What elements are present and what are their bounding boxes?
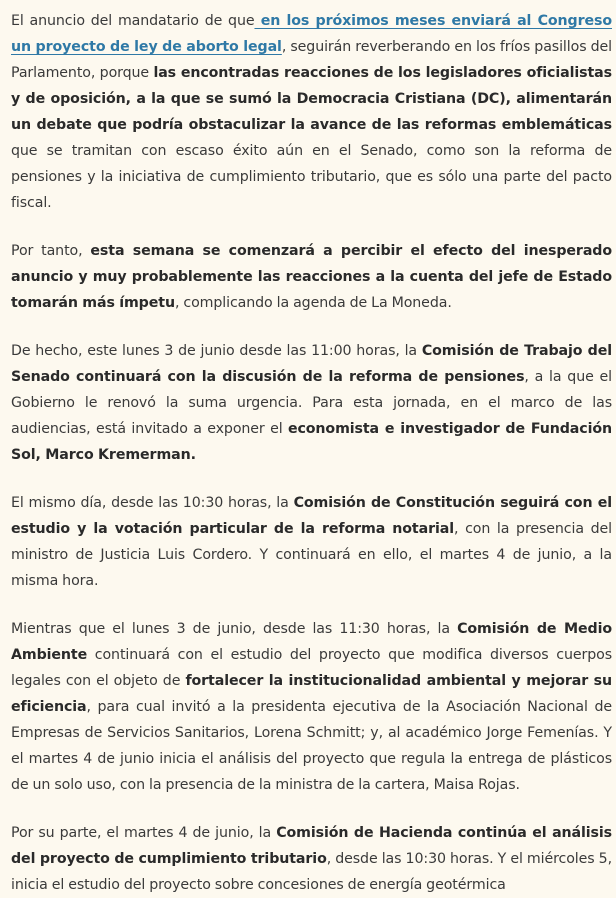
bold-segment: esta semana se comenzará a percibir el efecto del inesperado anuncio y muy probablemente las reacciones a la cuenta del jefe de Estado tomarán más ímpetu [11,243,612,311]
text-segment: , a la que el Gobierno le renovó la suma urgencia. Para esta jornada, en el marco de las audiencias, está invitado a exponer el [11,369,612,437]
bold-segment: Comisión de Hacienda continúa el análisis del proyecto de cumplimiento tributario [11,825,612,867]
bold-segment: fortalecer la institucionalidad ambiental y mejorar su eficiencia [11,673,612,715]
text-segment: continuará con el estudio del proyecto que modifica diversos cuerpos legales con el objeto de [11,647,612,689]
abortion-bill-link[interactable]: en los próximos meses enviará al Congreso un proyecto de ley de aborto legal [11,13,612,55]
text-segment: El mismo día, desde las 10:30 horas, la [11,495,294,511]
text-segment: , con la presencia del ministro de Justicia Luis Cordero. Y continuará en ello, el martes 4 de junio, a la misma hora. [11,521,613,589]
paragraph-finance-commission [11,820,612,898]
paragraph-labor-commission [11,338,612,468]
bold-segment: Comisión de Medio Ambiente [11,621,612,663]
bold-segment: las encontradas reacciones de los legisladores oficialistas y de oposición, a la que se sumó la Democracia Cristiana (DC), alimentarán un debate que podría obstaculizar la avance de las reformas emblemáticas [11,65,612,133]
text-segment: , para cual invitó a la presidenta ejecutiva de la Asociación Nacional de Empresas de Servicios Sanitarios, Lorena Schmitt; y, al académico Jorge Femenías. Y el martes 4 de junio inicia el análisis del proyecto que regula la entrega de plásticos de un solo uso, con la presencia de la ministra de la cartera, Maisa Rojas. [11,699,612,793]
text-segment: El anuncio del mandatario de que [11,13,255,29]
text-segment: Por tanto, [11,243,91,259]
text-segment: Por su parte, el martes 4 de junio, la [11,825,277,841]
text-segment: Mientras que el lunes 3 de junio, desde las 11:30 horas, la [11,621,458,637]
bold-segment: economista e investigador de Fundación Sol, Marco Kremerman. [11,421,612,463]
bold-segment: Comisión de Constitución seguirá con el estudio y la votación particular de la reforma notarial [11,495,612,537]
bold-segment: Comisión de Trabajo del Senado continuará con la discusión de la reforma de pensiones [11,343,612,385]
text-segment: que se tramitan con escaso éxito aún en el Senado, como son la reforma de pensiones y la iniciativa de cumplimiento tributario, que es sólo una parte del pacto fiscal. [11,143,612,211]
paragraph-this-week [11,238,612,316]
paragraph-environment-commission [11,616,612,798]
text-segment: , complicando la agenda de La Moneda. [174,295,452,311]
text-segment: , seguirán reverberando en los fríos pasillos del Parlamento, porque [11,39,612,81]
paragraph-abortion-announcement [11,8,612,216]
text-segment: , desde las 10:30 horas. Y el miércoles 5, inicia el estudio del proyecto sobre concesiones de energía geotérmica [11,851,612,893]
text-segment: De hecho, este lunes 3 de junio desde las 11:00 horas, la [11,343,422,359]
paragraph-constitution-commission [11,490,612,594]
